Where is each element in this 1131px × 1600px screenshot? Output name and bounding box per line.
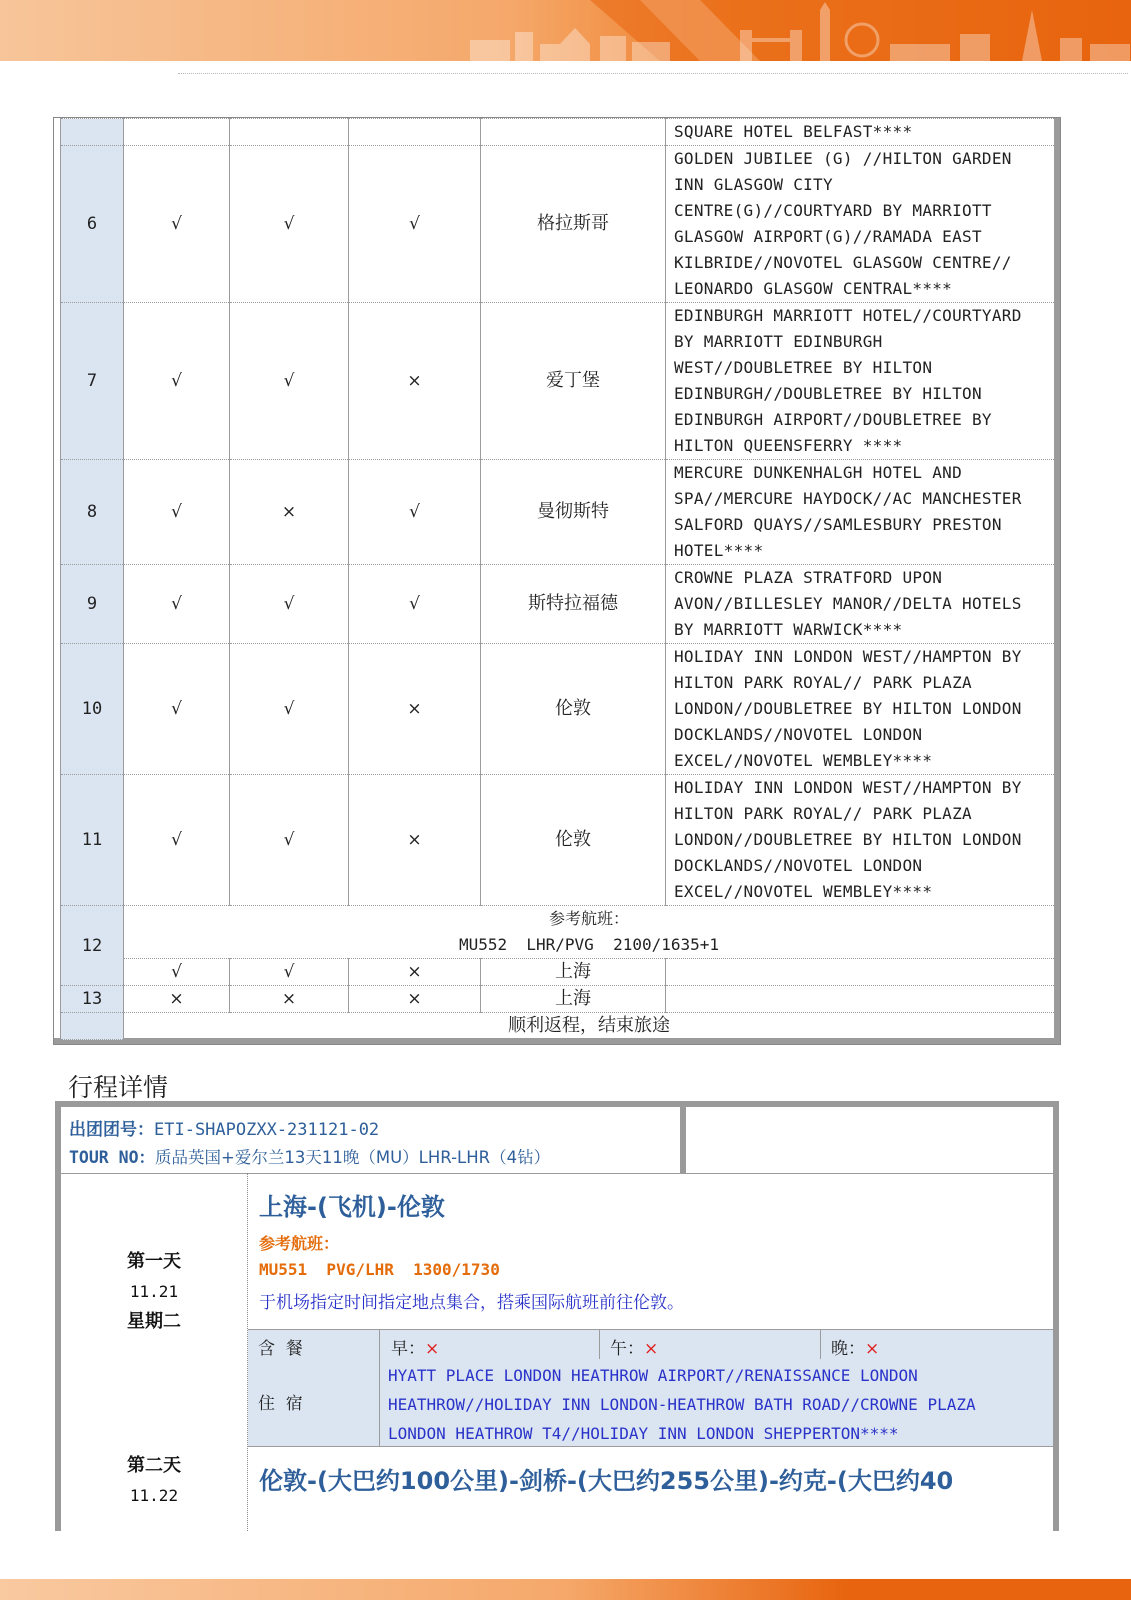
lunch-cell: × [230, 460, 349, 565]
hotel-line: EDINBURGH MARRIOTT HOTEL//COURTYARD [674, 306, 1022, 325]
day1-description: 于机场指定时间指定地点集合，搭乘国际航班前往伦敦。 [259, 1293, 684, 1313]
dinner-cell [349, 119, 481, 146]
dinner-cell: √ [349, 146, 481, 303]
day-cell [61, 1013, 124, 1040]
hotel-line: LONDON//DOUBLETREE BY HILTON LONDON [674, 699, 1022, 718]
day2-label [61, 1451, 247, 1511]
dinner-cell: × [349, 644, 481, 775]
lunch-cell: √ [230, 644, 349, 775]
city-cell: 爱丁堡 [481, 303, 666, 460]
return-flight-cell [124, 906, 1055, 959]
breakfast-info: 早：× [391, 1339, 440, 1359]
day1-route: 上海-(飞机)-伦敦 [259, 1193, 445, 1221]
city-cell: 格拉斯哥 [481, 146, 666, 303]
hotel-line: CENTRE(G)//COURTYARD BY MARRIOTT [674, 201, 992, 220]
header-rule [178, 73, 1128, 74]
hotel-cell [666, 959, 1055, 986]
hotel-line: EDINBURGH//DOUBLETREE BY HILTON [674, 384, 982, 403]
hotel-line: HYATT PLACE LONDON HEATHROW AIRPORT//RENAISSANCE LONDON [388, 1366, 918, 1385]
group-label: 出团团号： [69, 1120, 154, 1140]
dinner-cell: × [349, 775, 481, 906]
hotel-line: EDINBURGH AIRPORT//DOUBLETREE BY [674, 410, 992, 429]
hotel-line: HOLIDAY INN LONDON WEST//HAMPTON BY [674, 778, 1022, 797]
lunch-cell: × [230, 986, 349, 1013]
cross-icon: × [425, 1339, 440, 1359]
day1-flight: MU551 PVG/LHR 1300/1730 [259, 1260, 500, 1279]
day-cell: 7 [61, 303, 124, 460]
hotel-cell [666, 303, 1055, 460]
day-cell: 6 [61, 146, 124, 303]
lunch-cell [230, 119, 349, 146]
hotel-line: AVON//BILLESLEY MANOR//DELTA HOTELS [674, 594, 1022, 613]
dinner-cell: √ [349, 460, 481, 565]
overview-table-frame [53, 117, 1061, 1045]
breakfast-cell: √ [124, 644, 230, 775]
group-number: ETI-SHAPOZXX-231121-02 [154, 1120, 380, 1140]
tour-label: TOUR NO： [69, 1148, 156, 1167]
city-cell: 上海 [481, 986, 666, 1013]
day-date: 11.21 [129, 1282, 179, 1301]
hotel-line: KILBRIDE//NOVOTEL GLASGOW CENTRE// [674, 253, 1012, 272]
tour-name: 质品英国+爱尔兰13天11晚（MU）LHR-LHR（4钻） [155, 1148, 551, 1167]
day-cell: 13 [61, 986, 124, 1013]
table-row [61, 906, 1055, 959]
day1-flight-label: 参考航班： [259, 1234, 340, 1253]
tour-info-blank [686, 1107, 1053, 1174]
day2-route: 伦敦-(大巴约100公里)-剑桥-(大巴约255公里)-约克-(大巴约40 [259, 1467, 954, 1495]
day-cell [61, 119, 124, 146]
hotel-line: LONDON HEATHROW T4//HOLIDAY INN LONDON SHEPPERTON**** [388, 1424, 899, 1443]
day-name: 第一天 [127, 1251, 181, 1272]
breakfast-cell: √ [124, 959, 230, 986]
hotel-line: DOCKLANDS//NOVOTEL LONDON [674, 725, 923, 744]
hotel-line: MERCURE DUNKENHALGH HOTEL AND [674, 463, 963, 482]
meal-row [248, 1329, 1053, 1360]
hotel-line: WEST//DOUBLETREE BY HILTON [674, 358, 933, 377]
tour-info [61, 1107, 686, 1174]
hotel-line: CROWNE PLAZA STRATFORD UPON [674, 568, 943, 587]
day-cell: 8 [61, 460, 124, 565]
hotel-line: HILTON PARK ROYAL// PARK PLAZA [674, 804, 972, 823]
itinerary-detail-box [55, 1101, 1059, 1531]
lunch-cell: √ [230, 959, 349, 986]
footer-band [0, 1579, 1131, 1600]
city-cell: 伦敦 [481, 775, 666, 906]
city-cell [481, 119, 666, 146]
day-cell: 11 [61, 775, 124, 906]
table-row [61, 460, 1055, 565]
hotel-cell [666, 565, 1055, 644]
hotel-line: HOLIDAY INN LONDON WEST//HAMPTON BY [674, 647, 1022, 666]
overview-table [60, 118, 1055, 1040]
hotel-line: HILTON QUEENSFERRY **** [674, 436, 903, 455]
dinner-cell: √ [349, 565, 481, 644]
day-cell: 12 [61, 906, 124, 986]
hotel-line: LONDON//DOUBLETREE BY HILTON LONDON [674, 830, 1022, 849]
return-flight: MU552 LHR/PVG 2100/1635+1 [458, 935, 720, 954]
city-cell: 斯特拉福德 [481, 565, 666, 644]
hotel-cell [666, 775, 1055, 906]
hotel-line: HILTON PARK ROYAL// PARK PLAZA [674, 673, 972, 692]
table-row [61, 303, 1055, 460]
accommodation-hotels [388, 1361, 1038, 1448]
hotel-cell [666, 986, 1055, 1013]
table-row [61, 959, 1055, 986]
lunch-info: 午：× [610, 1339, 659, 1359]
day-weekday: 星期二 [127, 1311, 181, 1332]
lunch-cell: √ [230, 775, 349, 906]
hotel-line: LEONARDO GLASGOW CENTRAL**** [674, 279, 953, 298]
hotel-line: SALFORD QUAYS//SAMLESBURY PRESTON [674, 515, 1002, 534]
hotel-line: EXCEL//NOVOTEL WEMBLEY**** [674, 882, 933, 901]
dinner-info: 晚：× [831, 1339, 880, 1359]
accommodation-row [248, 1359, 1053, 1447]
hotel-line: EXCEL//NOVOTEL WEMBLEY**** [674, 751, 933, 770]
hotel-line: GLASGOW AIRPORT(G)//RAMADA EAST [674, 227, 982, 246]
day-date: 11.22 [129, 1486, 179, 1505]
hotel-cell [666, 460, 1055, 565]
city-cell: 曼彻斯特 [481, 460, 666, 565]
day-cell: 10 [61, 644, 124, 775]
section-title: 行程详情 [68, 1073, 169, 1102]
table-row [61, 119, 1055, 146]
lunch-cell: √ [230, 565, 349, 644]
flight-label: 参考航班： [548, 909, 629, 928]
table-row [61, 644, 1055, 775]
accommodation-label: 住 宿 [258, 1394, 303, 1414]
hotel-line: BY MARRIOTT EDINBURGH [674, 332, 883, 351]
hotel-line: HOTEL**** [674, 541, 764, 560]
dinner-cell: × [349, 303, 481, 460]
hotel-line: GOLDEN JUBILEE (G) //HILTON GARDEN [674, 149, 1012, 168]
dinner-cell: × [349, 986, 481, 1013]
breakfast-cell: √ [124, 460, 230, 565]
hotel-line: SPA//MERCURE HAYDOCK//AC MANCHESTER [674, 489, 1022, 508]
hotel-cell [666, 644, 1055, 775]
hotel-line: DOCKLANDS//NOVOTEL LONDON [674, 856, 923, 875]
day1-label [61, 1247, 247, 1337]
day-name: 第二天 [127, 1455, 181, 1476]
table-row [61, 775, 1055, 906]
breakfast-cell: √ [124, 303, 230, 460]
cross-icon: × [865, 1339, 880, 1359]
breakfast-cell: × [124, 986, 230, 1013]
breakfast-cell: √ [124, 565, 230, 644]
city-skyline-decoration [0, 0, 1131, 61]
day-cell: 9 [61, 565, 124, 644]
city-cell: 伦敦 [481, 644, 666, 775]
cross-icon: × [644, 1339, 659, 1359]
breakfast-cell: √ [124, 146, 230, 303]
table-row [61, 565, 1055, 644]
hotel-line: INN GLASGOW CITY [674, 175, 833, 194]
lunch-cell: √ [230, 146, 349, 303]
meal-label: 含 餐 [258, 1339, 303, 1359]
table-row [61, 986, 1055, 1013]
hotel-cell [666, 146, 1055, 303]
table-row [61, 1013, 1055, 1040]
hotel-line: SQUARE HOTEL BELFAST**** [674, 122, 913, 141]
lunch-cell: √ [230, 303, 349, 460]
breakfast-cell [124, 119, 230, 146]
hotel-line: HEATHROW//HOLIDAY INN LONDON-HEATHROW BATH ROAD//CROWNE PLAZA [388, 1395, 976, 1414]
hotel-cell [666, 119, 1055, 146]
dinner-cell: × [349, 959, 481, 986]
hotel-line: BY MARRIOTT WARWICK**** [674, 620, 903, 639]
header-band [0, 0, 1131, 61]
closing-note: 顺利返程，结束旅途 [124, 1013, 1055, 1040]
city-cell: 上海 [481, 959, 666, 986]
breakfast-cell: √ [124, 775, 230, 906]
table-row [61, 146, 1055, 303]
